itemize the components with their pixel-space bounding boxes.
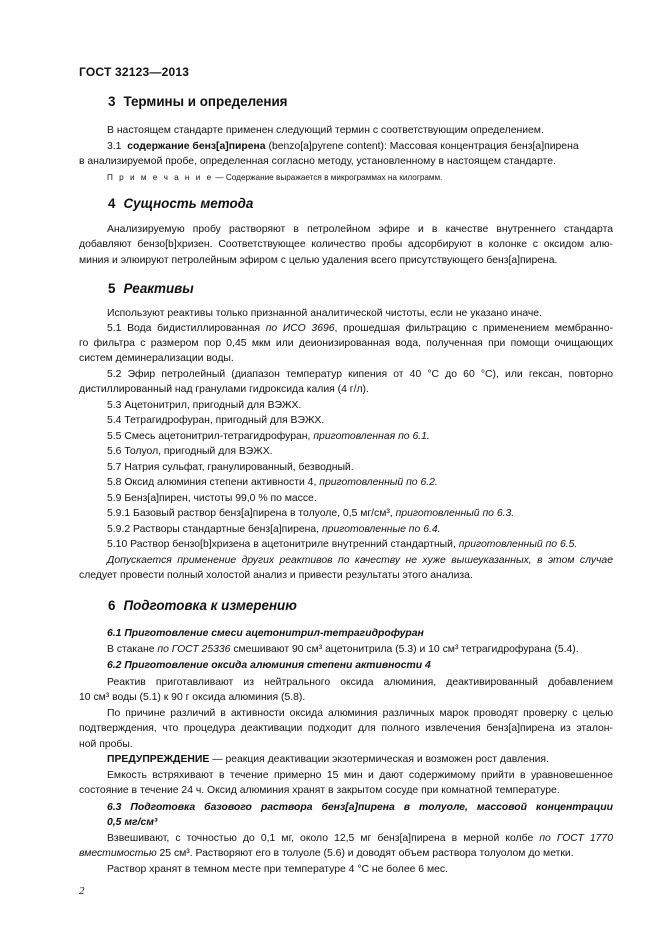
paragraph-line: систем деминерализации воды. <box>79 353 234 364</box>
paragraph-text: Взвешивают, с точностью до 0,1 мг, около 12,5 мг бенз[а]пирена в мерной колбе <box>107 833 540 844</box>
warning-label: ПРЕДУПРЕЖДЕНИЕ <box>107 754 210 765</box>
paragraph-line: Емкость встряхивают в течение примерно 15 мин и дают содержимому прийти в уравновешенное <box>107 770 613 781</box>
section-title: Термины и определения <box>123 94 288 109</box>
item-text: 5.1 Вода бидистиллированная <box>107 323 266 334</box>
page-number: 2 <box>79 885 85 897</box>
section-number: 4 <box>108 196 116 211</box>
item-5-9-1 <box>107 508 514 520</box>
item-text: 5.5 Смесь ацетонитрил-тетрагидрофуран, <box>107 431 314 442</box>
reference: приготовленные по 6.4. <box>321 524 441 535</box>
reference: приготовленный по 6.5. <box>458 539 578 550</box>
reference: приготовленный по 6.3. <box>395 508 515 519</box>
paragraph-line <box>79 848 574 860</box>
subsection-6-3-heading-continuation: 0,5 мг/см³ <box>107 817 158 828</box>
section-title: Подготовка к измерению <box>123 598 297 613</box>
definition-text: (benzo[a]pyrene content): Массовая концентрация бенз[а]пирена <box>265 141 579 152</box>
item-5-5 <box>107 431 430 443</box>
reference: приготовленный по 6.2. <box>319 477 438 488</box>
item-5-4: 5.4 Тетрагидрофуран, пригодный для ВЭЖХ. <box>107 415 325 426</box>
definition-continuation: в анализируемой пробе, определенная согласно методу, установленному в настоящем стандарте. <box>79 156 556 167</box>
item-5-6: 5.6 Толуол, пригодный для ВЭЖХ. <box>107 446 273 457</box>
reference: приготовленная по 6.1. <box>313 431 430 442</box>
paragraph <box>107 644 579 656</box>
paragraph-text: 25 см³. Растворяют его в толуоле (5.6) и доводят объем раствора толуолом до метки. <box>156 848 574 859</box>
section-5-heading <box>108 281 194 296</box>
item-5-10 <box>107 539 577 551</box>
clause-number: 3.1 <box>107 141 122 152</box>
reference: вместимостью <box>79 848 157 859</box>
definition-3-1 <box>107 141 579 153</box>
section-3-heading <box>108 94 288 109</box>
note-text: — Содержание выражается в микрограммах на килограмм. <box>213 173 443 182</box>
paragraph-line: дистиллированный над гранулами гидроксида калия (4 г/л). <box>79 384 369 395</box>
item-text: , прошедшая фильтрацию с применением мембранно- <box>334 323 613 334</box>
note-label: П р и м е ч а н и е <box>107 173 214 182</box>
paragraph-line: 10 см³ воды (5.1) к 90 г оксида алюминия (5.8). <box>79 692 306 703</box>
paragraph-line <box>107 555 613 567</box>
section-title: Сущность метода <box>123 196 254 211</box>
item-5-7: 5.7 Натрия сульфат, гранулированный, безводный. <box>107 462 354 473</box>
paragraph-line: добавляют бензо[b]хризен. Соответствующее количество пробы адсорбируют в колонке с оксидом алю- <box>79 239 613 250</box>
warning-text: — реакция деактивации экзотермическая и возможен рост давления. <box>209 754 549 765</box>
paragraph: Раствор хранят в темном месте при температуре 4 °C не более 6 мес. <box>107 864 448 875</box>
paragraph: Используют реактивы только признанной аналитической чистоты, если не указано иначе. <box>107 308 542 319</box>
allowance-text: Допускается применение других реактивов по качеству не хуже вышеуказанных, в этом случае <box>107 555 613 566</box>
paragraph-line: миния и элюируют петролейным эфиром с целью удаления всего присутствующего бенз[а]пирена. <box>79 255 558 266</box>
paragraph-line: состояние в течение 24 ч. Оксид алюминия хранят в закрытом сосуде при комнатной температуре. <box>79 785 560 796</box>
item-5-9-2 <box>107 524 441 536</box>
item-5-8 <box>107 477 438 489</box>
paragraph-line: Реактив приготавливают из нейтрального оксида алюминия, деактивированный добавлением <box>107 677 613 688</box>
item-text: 5.10 Раствор бензо[b]хризена в ацетонитриле внутренний стандартный, <box>107 539 459 550</box>
section-number: 5 <box>108 281 116 296</box>
paragraph-text: смешивают 90 см³ ацетонитрила (5.3) и 10 см³ тетрагидрофурана (5.4). <box>230 644 579 655</box>
paragraph-line: По причине различий в активности оксида алюминия различных марок проводят проверку с целью <box>107 708 613 719</box>
item-5-9: 5.9 Бенз[а]пирен, чистоты 99,0 % по массе. <box>107 493 317 504</box>
item-text: 5.8 Оксид алюминия степени активности 4, <box>107 477 320 488</box>
paragraph-text: В стакане <box>107 644 158 655</box>
reference: по ИСО 3696 <box>265 323 335 334</box>
warning <box>107 754 549 766</box>
section-number: 6 <box>108 598 116 613</box>
reference: по ГОСТ 1770 <box>539 833 613 844</box>
subsection-6-2-heading: 6.2 Приготовление оксида алюминия степени активности 4 <box>107 660 431 671</box>
section-title: Реактивы <box>123 281 194 296</box>
paragraph-line <box>107 833 613 845</box>
defined-term: содержание бенз[а]пирена <box>127 141 266 152</box>
paragraph-line: подтверждения, что процедура деактивации подходит для полного извлечения бенз[а]пирена из эталон- <box>79 723 613 734</box>
document-header: ГОСТ 32123—2013 <box>79 65 190 79</box>
subsection-6-1-heading: 6.1 Приготовление смеси ацетонитрил-тетрагидрофуран <box>107 628 424 639</box>
paragraph-line: го фильтра с размером пор 0,45 мкм или деионизированная вода, полученная при помощи очищающих <box>79 338 613 349</box>
item-5-3: 5.3 Ацетонитрил, пригодный для ВЭЖХ. <box>107 400 302 411</box>
paragraph-line: ной пробы. <box>79 739 133 750</box>
subsection-6-3-heading: 6.3 Подготовка базового раствора бенз[а]пирена в толуоле, массовой концентрации <box>107 802 613 813</box>
paragraph: В настоящем стандарте применен следующий термин с соответствующим определением. <box>107 125 544 136</box>
item-5-1 <box>107 323 613 335</box>
paragraph-line: следует провести полный холостой анализ и привести результаты этого анализа. <box>79 570 473 581</box>
reference: по ГОСТ 25336 <box>157 644 231 655</box>
item-text: 5.9.1 Базовый раствор бенз[а]пирена в толуоле, 0,5 мг/см³, <box>107 508 396 519</box>
item-text: 5.9.2 Растворы стандартные бенз[а]пирена, <box>107 524 322 535</box>
section-6-heading <box>108 598 297 613</box>
note <box>107 173 442 182</box>
item-5-2: 5.2 Эфир петролейный (диапазон температур кипения от 40 °C до 60 °C), или гексан, повторно <box>107 369 613 380</box>
section-4-heading <box>108 196 253 211</box>
paragraph-line: Анализируемую пробу растворяют в петролейном эфире и в качестве внутреннего стандарта <box>107 224 613 235</box>
section-number: 3 <box>108 94 116 109</box>
